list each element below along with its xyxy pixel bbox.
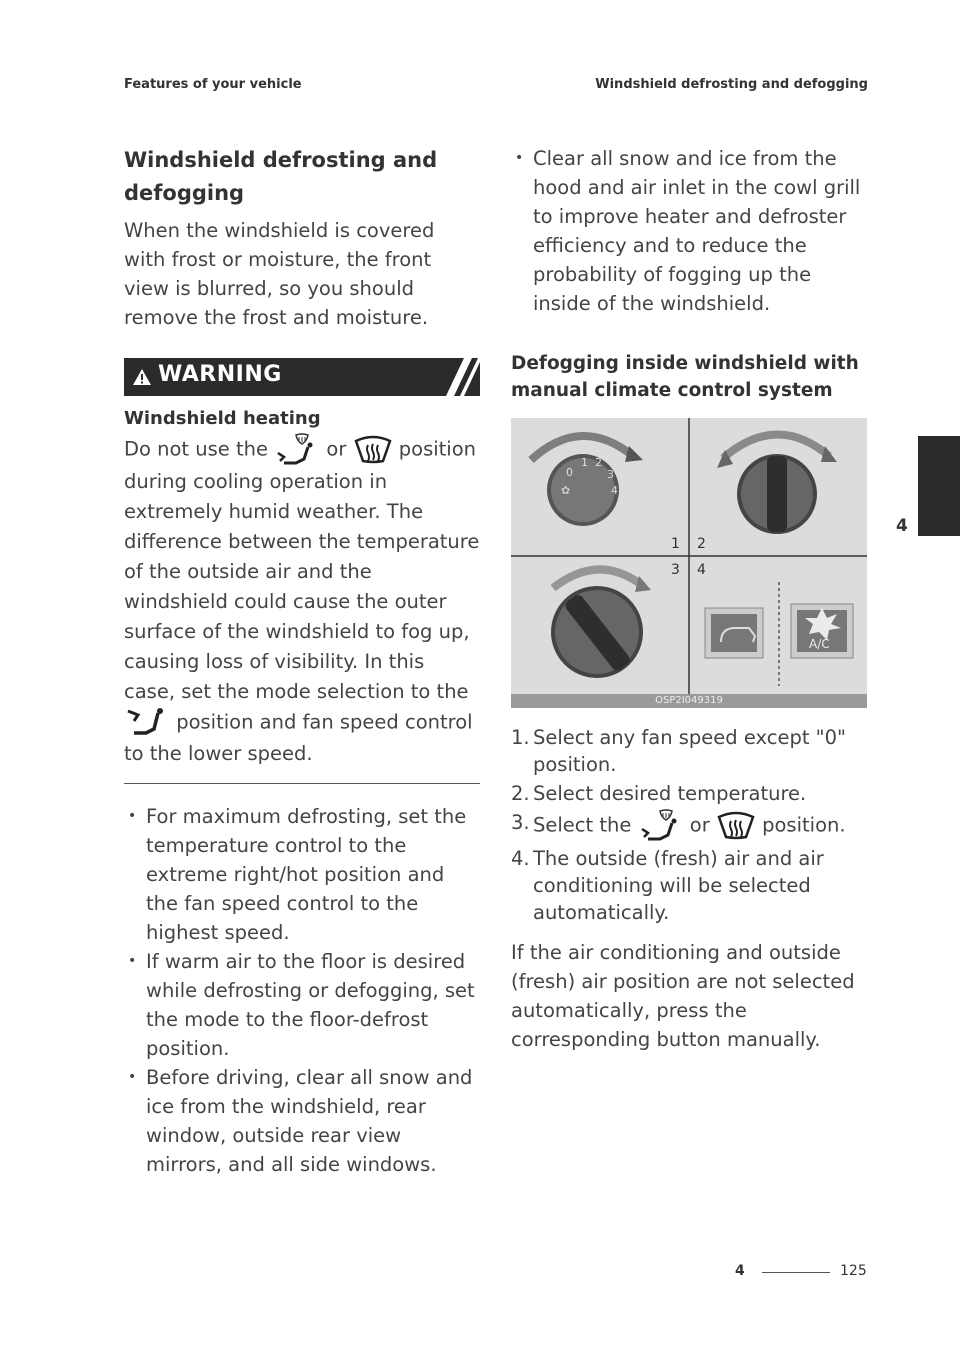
ac-button-label: A/C [809,637,830,651]
svg-text:✿: ✿ [561,484,571,497]
intro-paragraph: When the windshield is covered with frost or moisture, the front view is blurred, so you should remove the frost and moisture. [124,219,435,329]
dial-mark: 3 [607,468,614,481]
steps-list [511,724,867,926]
tips-list-continued [511,144,867,318]
floor-mode-icon [124,707,170,739]
dial-mark: 2 [595,456,602,469]
callout-4: 4 [697,562,706,578]
climate-control-figure [511,418,867,708]
list-item: • Clear all snow and ice from the hood and air inlet in the cowl grill to improve heater and defroster efficiency and to reduce the probability of fogging up the inside of the windshield. [511,144,867,318]
warning-divider [124,783,480,784]
right-column [511,144,867,1054]
footer-chapter: 4 [735,1263,745,1279]
list-item: 3. Select the or position. [511,809,867,843]
defrost-mode-icon [353,435,393,465]
list-item: 4. The outside (fresh) air and air conditioning will be selected automatically. [511,847,824,924]
warning-text: Do not use the or position during cooling operation in extremely humid weather. The difference between the temperature of the outside air and the windshield could cause the outer surface of the windshield to fog up, causing loss of visibility. In this case, set the mode selection to the position and fan speed control to the lower speed. [124,433,480,769]
defrost-floor-mode-icon [638,809,684,843]
warning-label: WARNING [158,362,282,387]
defrost-mode-icon [716,811,756,841]
list-item: 2. Select desired temperature. [511,782,807,805]
dial-mark: 1 [581,456,588,469]
callout-3: 3 [671,562,680,578]
page-number: 125 [840,1263,867,1279]
warning-stripes-icon [424,358,480,396]
callout-2: 2 [697,536,706,552]
dial-mark: 0 [566,466,573,479]
running-header-left: Features of your vehicle [124,77,302,92]
chapter-tab [918,436,960,536]
warning-subtitle: Windshield heating [124,408,321,429]
left-column [124,144,480,1179]
list-item: • Before driving, clear all snow and ice from the windshield, rear window, outside rear view mirrors, and all side windows. [124,1063,480,1179]
climate-control-illustration [511,418,867,694]
dial-mark: 4 [611,484,618,497]
closing-paragraph: If the air conditioning and outside (fresh) air position are not selected automatically, press the corresponding button manually. [511,941,855,1051]
list-item: • For maximum defrosting, set the temperature control to the extreme right/hot position and the fan speed control to the highest speed. [124,802,480,947]
section-title: Windshield defrosting and defogging [124,148,438,205]
list-item: 1. Select any fan speed except "0" position. [511,726,847,776]
warning-triangle-icon [132,368,152,386]
tips-list [124,802,480,1179]
defrost-floor-mode-icon [274,433,320,467]
warning-banner [124,358,480,396]
subsection-title: Defogging inside windshield with manual climate control system [511,353,859,401]
running-header-right: Windshield defrosting and defogging [595,77,868,92]
figure-id: OSP2I049319 [511,694,867,708]
list-item: • If warm air to the floor is desired while defrosting or defogging, set the mode to the floor-defrost position. [124,947,480,1063]
chapter-tab-number: 4 [896,516,908,536]
footer-rule [762,1272,830,1273]
callout-1: 1 [671,536,680,552]
